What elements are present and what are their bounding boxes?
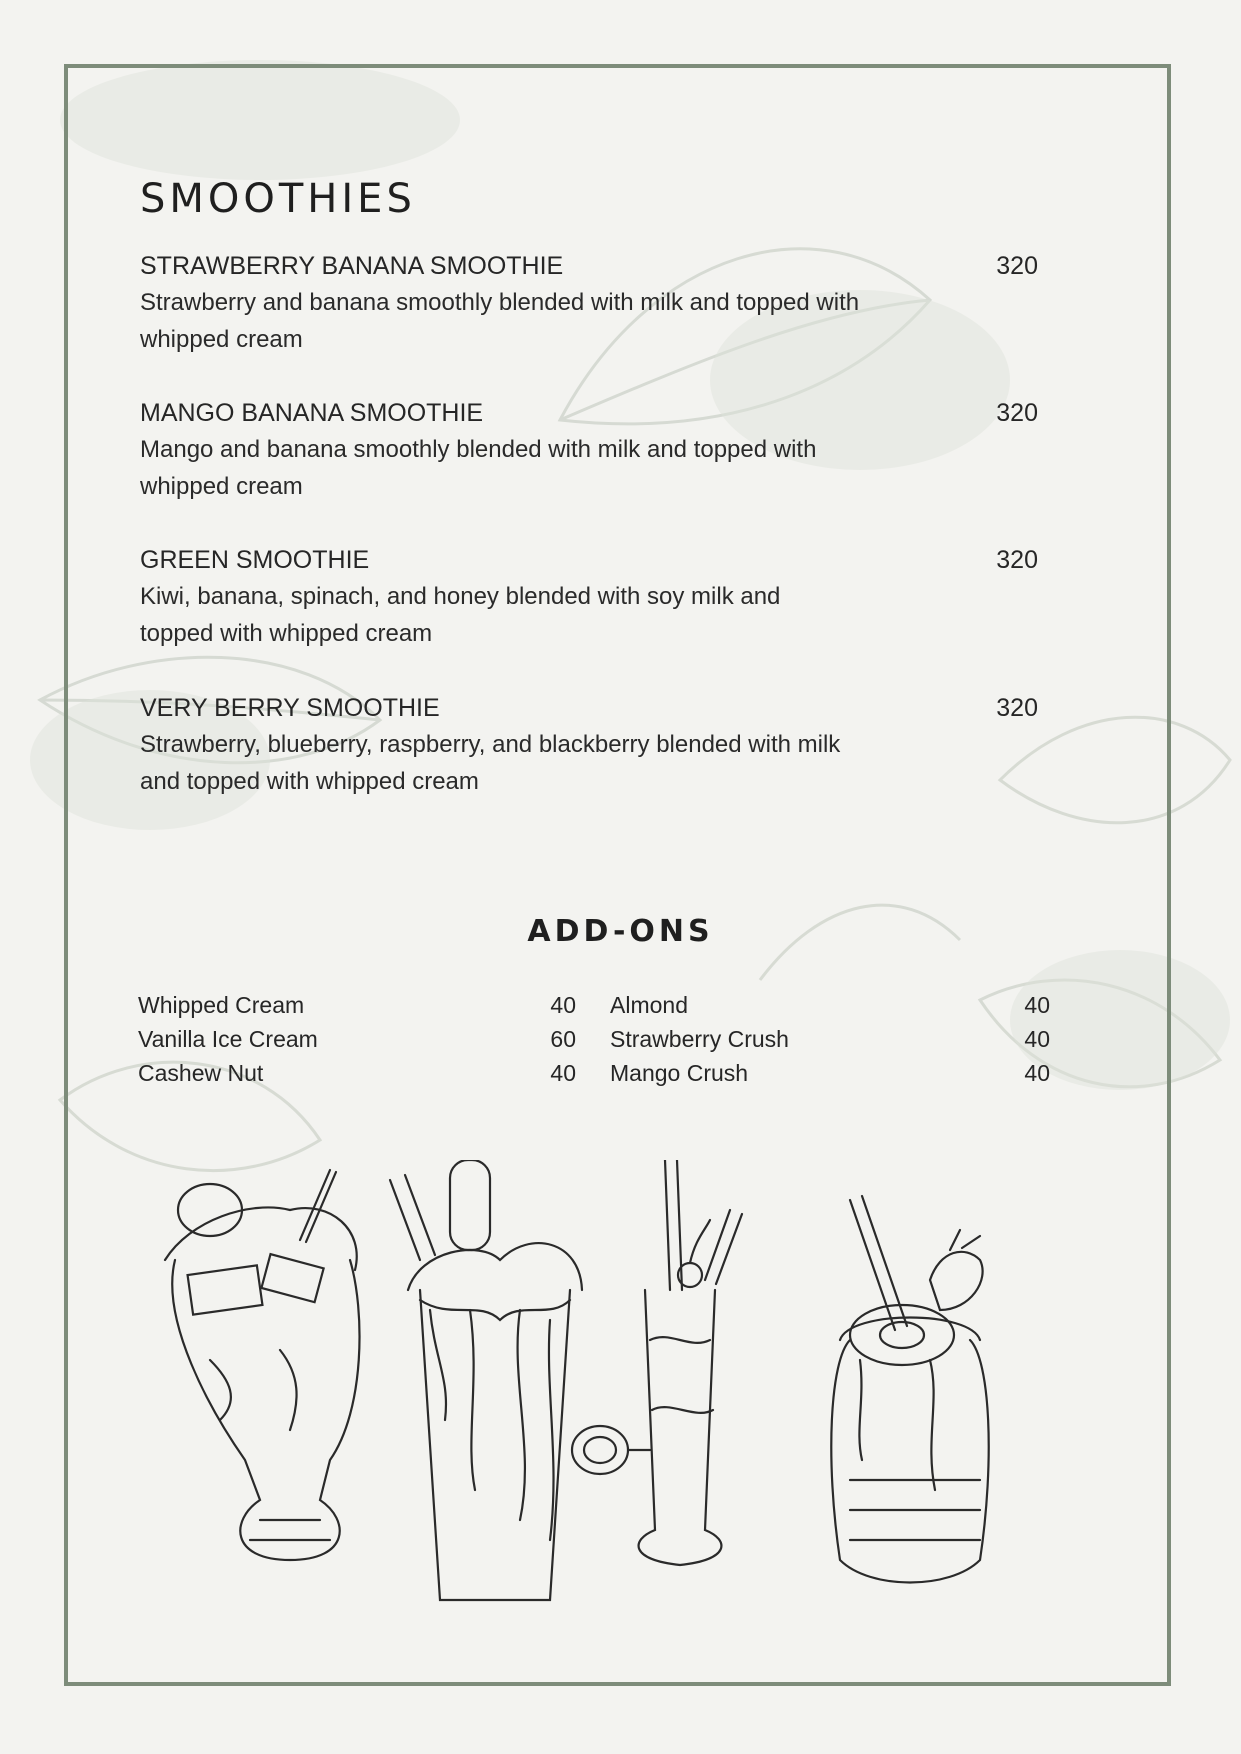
- addon-price: 40: [1024, 1060, 1050, 1086]
- addons-left-column: [138, 988, 576, 1090]
- freakshake-glass-illustration: [390, 1160, 582, 1600]
- sundae-glass-illustration: [165, 1170, 360, 1560]
- addon-row: [138, 1022, 576, 1056]
- addon-name: Strawberry Crush: [610, 1026, 789, 1052]
- addon-price: 40: [1024, 992, 1050, 1018]
- item-price: 320: [996, 546, 1038, 574]
- addon-row: [138, 1056, 576, 1090]
- addon-row: [138, 988, 576, 1022]
- item-price: 320: [996, 399, 1038, 427]
- item-description: Kiwi, banana, spinach, and honey blended with soy milk and topped with whipped cream: [140, 583, 781, 647]
- item-name: STRAWBERRY BANANA SMOOTHIE: [140, 252, 564, 280]
- item-description: Strawberry, blueberry, raspberry, and blackberry blended with milk and topped with whipped cream: [140, 731, 841, 795]
- menu-item: [140, 395, 1040, 505]
- addon-price: 40: [1024, 1026, 1050, 1052]
- addon-name: Whipped Cream: [138, 992, 305, 1018]
- item-name: GREEN SMOOTHIE: [140, 546, 370, 574]
- latte-glass-illustration: [572, 1160, 742, 1565]
- addon-name: Vanilla Ice Cream: [138, 1026, 318, 1052]
- item-price: 320: [996, 252, 1038, 280]
- menu-title: SMOOTHIES: [140, 176, 416, 222]
- addon-row: [610, 988, 1050, 1022]
- menu-item: [140, 248, 1040, 358]
- item-description: Strawberry and banana smoothly blended with milk and topped with whipped cream: [140, 289, 860, 353]
- addons-right-column: [610, 988, 1050, 1090]
- addon-price: 40: [550, 992, 576, 1018]
- item-price: 320: [996, 694, 1038, 722]
- addon-name: Mango Crush: [610, 1060, 749, 1086]
- item-name: VERY BERRY SMOOTHIE: [140, 694, 440, 722]
- addon-row: [610, 1022, 1050, 1056]
- addons-title: ADD-ONS: [527, 914, 714, 949]
- menu-item: [140, 542, 1040, 652]
- addon-name: Cashew Nut: [138, 1060, 264, 1086]
- item-name: MANGO BANANA SMOOTHIE: [140, 399, 484, 427]
- menu-item: [140, 690, 1040, 800]
- drink-illustrations: [150, 1160, 1090, 1640]
- addon-name: Almond: [610, 992, 688, 1018]
- addon-row: [610, 1056, 1050, 1090]
- addon-price: 40: [550, 1060, 576, 1086]
- item-description: Mango and banana smoothly blended with milk and topped with whipped cream: [140, 436, 817, 500]
- addon-price: 60: [550, 1026, 576, 1052]
- mason-jar-shake-illustration: [831, 1196, 988, 1583]
